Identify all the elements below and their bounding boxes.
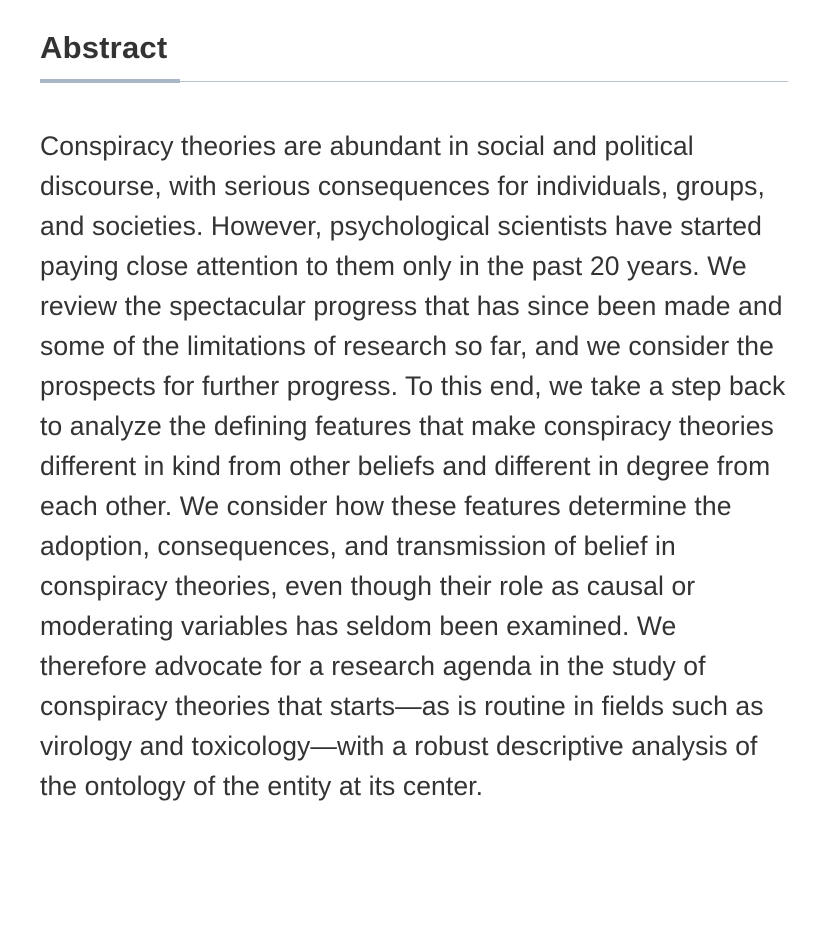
abstract-heading: Abstract bbox=[40, 30, 168, 65]
abstract-heading-container bbox=[40, 28, 788, 82]
abstract-body: Conspiracy theories are abundant in social and political discourse, with serious consequences for individuals, groups, and societies. However, psychological scientists have started paying close attention to them only in the past 20 years. We review the spectacular progress that has since been made and some of the limitations of research so far, and we consider the prospects for further progress. To this end, we take a step back to analyze the defining features that make conspiracy theories different in kind from other beliefs and different in degree from each other. We consider how these features determine the adoption, consequences, and transmission of belief in conspiracy theories, even though their role as causal or moderating variables has seldom been examined. We therefore advocate for a research agenda in the study of conspiracy theories that starts—as is routine in fields such as virology and toxicology—with a robust descriptive analysis of the ontology of the entity at its center. bbox=[40, 131, 786, 801]
heading-underline-accent bbox=[40, 79, 180, 83]
abstract-section bbox=[40, 28, 788, 806]
